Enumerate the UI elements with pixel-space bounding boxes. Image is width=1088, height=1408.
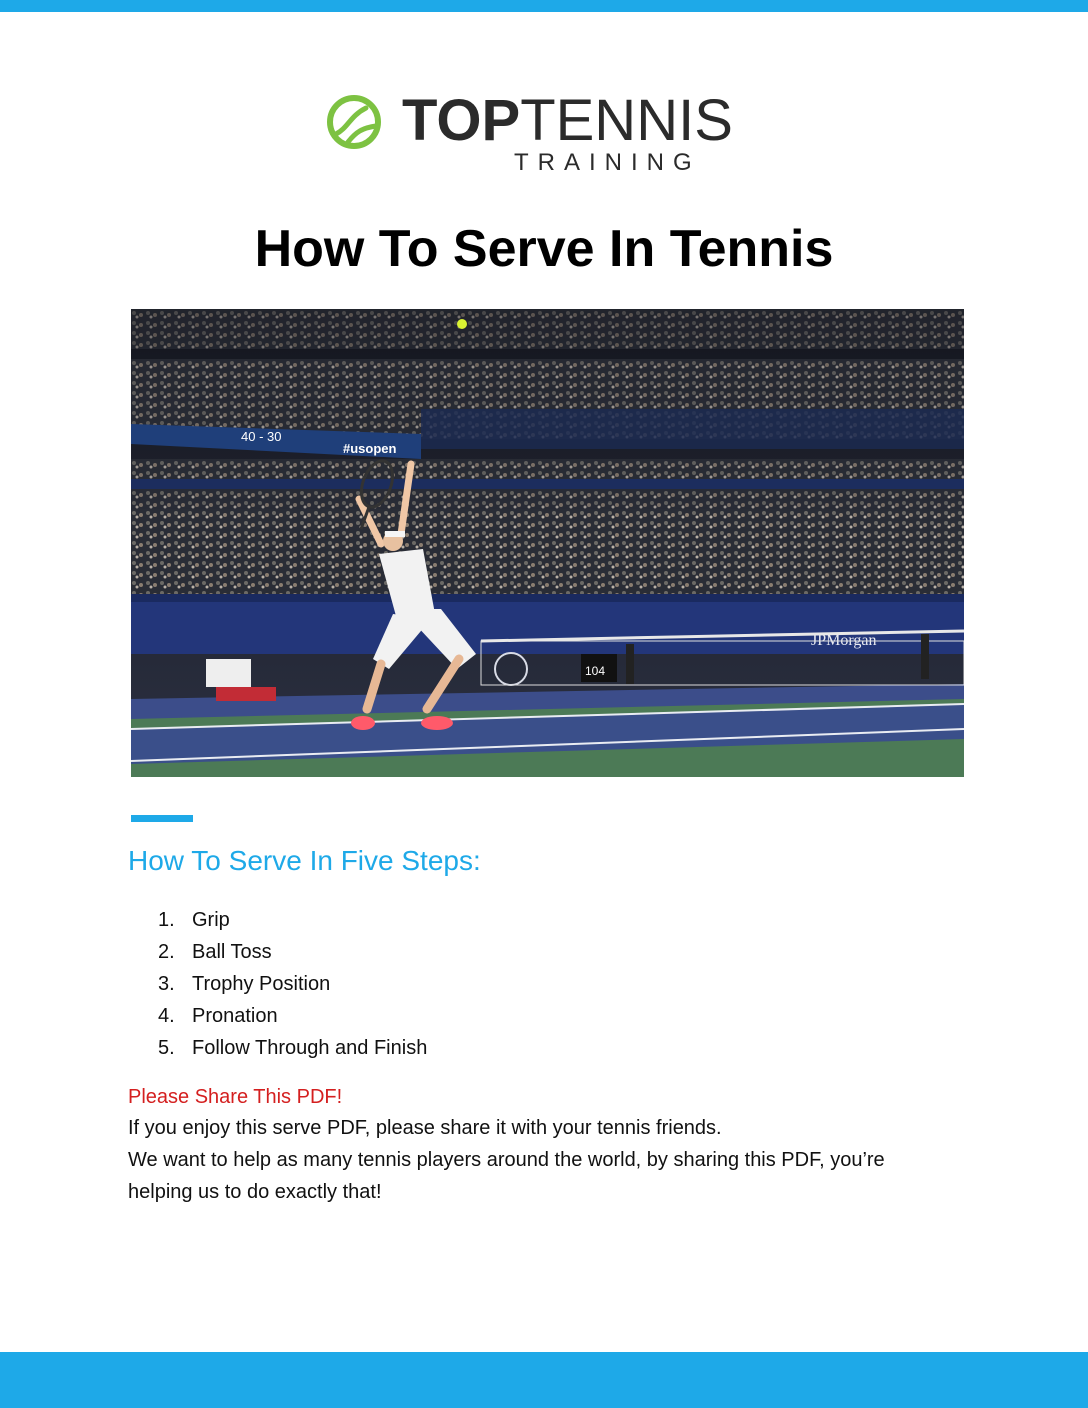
page-title: How To Serve In Tennis xyxy=(254,220,834,278)
share-line: If you enjoy this serve PDF, please share it with your tennis friends. xyxy=(128,1117,722,1139)
step-number: 4. xyxy=(158,1005,175,1027)
share-title: Please Share This PDF! xyxy=(128,1086,343,1108)
list-item xyxy=(158,904,427,936)
top-accent-bar xyxy=(0,0,1088,12)
share-line: helping us to do exactly that! xyxy=(128,1181,382,1203)
steps-list xyxy=(158,904,427,1064)
list-item xyxy=(158,936,427,968)
usopen-hashtag: #usopen xyxy=(343,441,397,456)
brand-name xyxy=(402,88,733,153)
step-number: 1. xyxy=(158,909,175,931)
step-number: 2. xyxy=(158,941,175,963)
speed-value: 104 xyxy=(585,664,606,678)
step-label: Grip xyxy=(192,909,230,931)
bottom-accent-bar xyxy=(0,1352,1088,1408)
step-label: Pronation xyxy=(192,1005,278,1027)
section-accent-line xyxy=(131,815,193,822)
svg-text:JPMorgan: JPMorgan xyxy=(811,632,877,649)
section-title: How To Serve In Five Steps: xyxy=(128,845,481,876)
tennis-ball xyxy=(457,319,467,329)
share-body xyxy=(128,1112,988,1208)
step-label: Trophy Position xyxy=(192,973,331,995)
list-item xyxy=(158,1000,427,1032)
list-item xyxy=(158,968,427,1000)
tennis-serve-illustration xyxy=(131,309,964,777)
brand-subtitle: TRAINING xyxy=(514,149,701,176)
score-game: 40 - 30 xyxy=(241,429,282,444)
brand-name-bold: TOP xyxy=(402,88,521,153)
step-label: Ball Toss xyxy=(192,941,272,963)
hero-photo xyxy=(131,309,964,777)
brand-name-thin: TENNIS xyxy=(520,88,733,153)
step-number: 3. xyxy=(158,973,175,995)
brand-logo xyxy=(326,88,766,184)
step-number: 5. xyxy=(158,1037,175,1059)
share-line: We want to help as many tennis players around the world, by sharing this PDF, you’re xyxy=(128,1149,885,1171)
step-label: Follow Through and Finish xyxy=(192,1037,428,1059)
tennis-ball-icon xyxy=(326,94,382,150)
list-item xyxy=(158,1032,427,1064)
